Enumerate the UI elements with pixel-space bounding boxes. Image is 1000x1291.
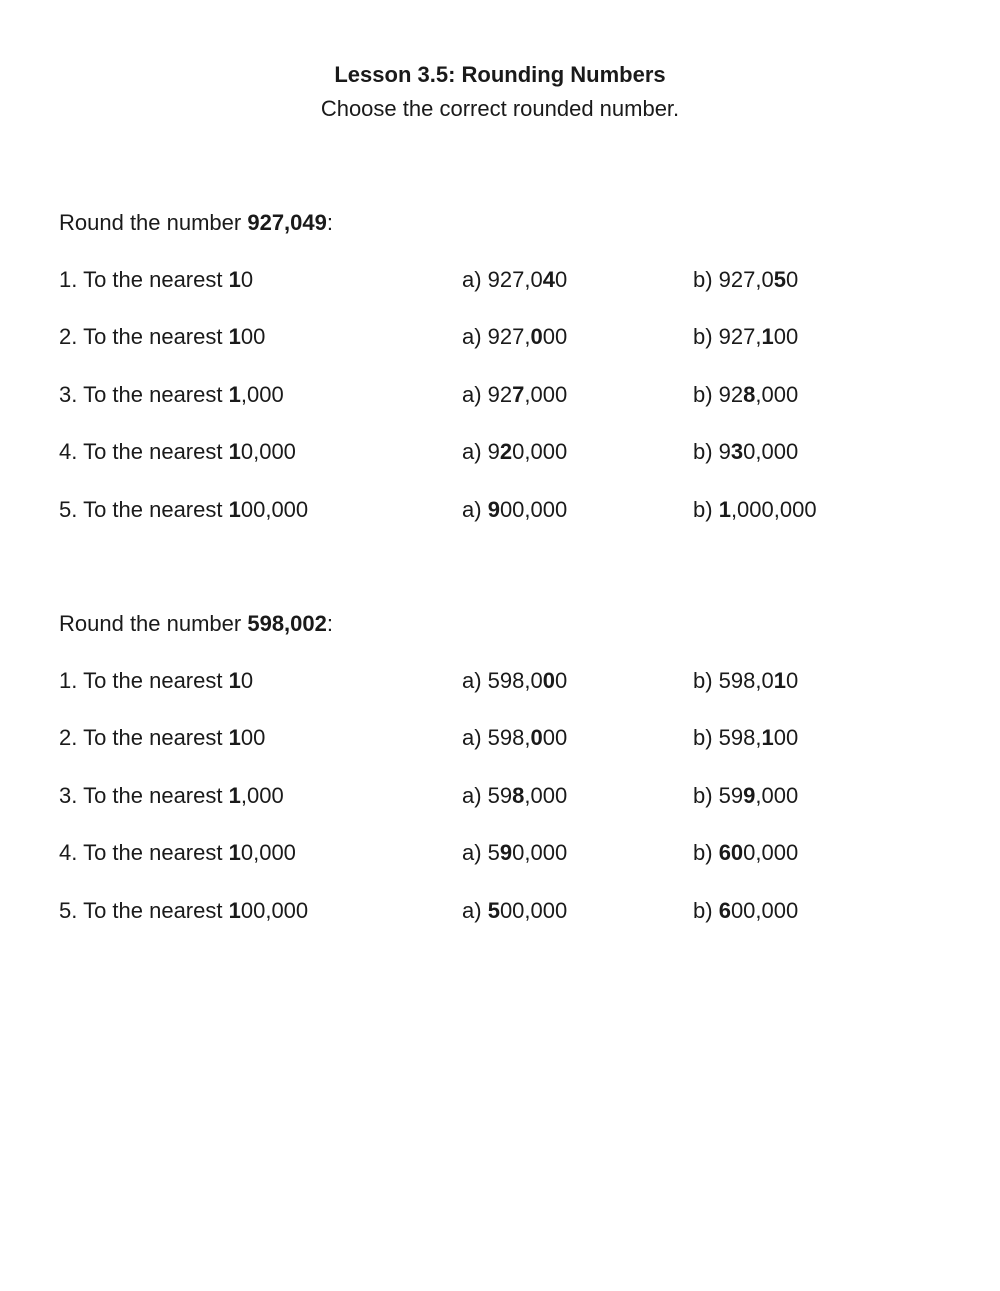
option-b[interactable]: b) 599,000 xyxy=(693,782,799,808)
option-b[interactable]: b) 600,000 xyxy=(693,840,799,866)
option-b[interactable]: b) 598,100 xyxy=(693,725,799,751)
question-list xyxy=(59,263,959,550)
question-text: 2. To the nearest 100 xyxy=(59,725,266,751)
prompt-number: 927,049 xyxy=(247,210,327,235)
option-a[interactable]: a) 500,000 xyxy=(462,897,568,923)
question-row xyxy=(59,894,959,951)
question-row xyxy=(59,378,959,435)
section-prompt xyxy=(59,607,959,641)
question-row xyxy=(59,779,959,836)
option-a[interactable]: a) 598,000 xyxy=(462,668,568,693)
question-row xyxy=(59,493,959,550)
option-a[interactable]: a) 927,000 xyxy=(462,381,568,407)
question-text: 2. To the nearest 100 xyxy=(59,324,266,350)
section-round-2 xyxy=(59,607,959,951)
question-row xyxy=(59,836,959,893)
question-row xyxy=(59,263,959,320)
option-a[interactable]: a) 920,000 xyxy=(462,439,568,465)
option-a[interactable]: a) 927,000 xyxy=(462,324,568,350)
question-list xyxy=(59,664,959,951)
prompt-suffix: : xyxy=(326,210,333,235)
option-b[interactable]: b) 928,000 xyxy=(693,381,799,407)
question-row xyxy=(59,320,959,377)
option-b[interactable]: b) 600,000 xyxy=(693,897,799,923)
option-a[interactable]: a) 590,000 xyxy=(462,840,568,866)
page-subtitle: Choose the correct rounded number. xyxy=(320,96,680,121)
question-text: 1. To the nearest 10 xyxy=(59,267,254,292)
option-b[interactable]: b) 927,100 xyxy=(693,324,799,350)
prompt-suffix: : xyxy=(326,611,333,636)
prompt-prefix: Round the number xyxy=(59,611,248,636)
option-b[interactable]: b) 1,000,000 xyxy=(693,496,817,522)
question-text: 5. To the nearest 100,000 xyxy=(59,496,309,522)
section-round-1 xyxy=(59,206,959,550)
question-row xyxy=(59,664,959,721)
section-prompt xyxy=(59,206,959,240)
question-text: 3. To the nearest 1,000 xyxy=(59,381,284,407)
prompt-number: 598,002 xyxy=(247,611,327,636)
option-a[interactable]: a) 900,000 xyxy=(462,496,568,522)
question-row xyxy=(59,435,959,492)
question-text: 3. To the nearest 1,000 xyxy=(59,782,284,808)
question-text: 1. To the nearest 10 xyxy=(59,668,254,693)
option-a[interactable]: a) 598,000 xyxy=(462,725,568,751)
question-text: 4. To the nearest 10,000 xyxy=(59,840,296,866)
question-text: 4. To the nearest 10,000 xyxy=(59,439,296,465)
question-row xyxy=(59,721,959,778)
question-text: 5. To the nearest 100,000 xyxy=(59,897,309,923)
option-a[interactable]: a) 927,040 xyxy=(462,267,568,292)
option-b[interactable]: b) 927,050 xyxy=(693,267,799,292)
option-b[interactable]: b) 930,000 xyxy=(693,439,799,465)
page-header xyxy=(0,58,1000,126)
option-a[interactable]: a) 598,000 xyxy=(462,782,568,808)
page-title: Lesson 3.5: Rounding Numbers xyxy=(334,62,666,87)
prompt-prefix: Round the number xyxy=(59,210,248,235)
option-b[interactable]: b) 598,010 xyxy=(693,668,799,693)
